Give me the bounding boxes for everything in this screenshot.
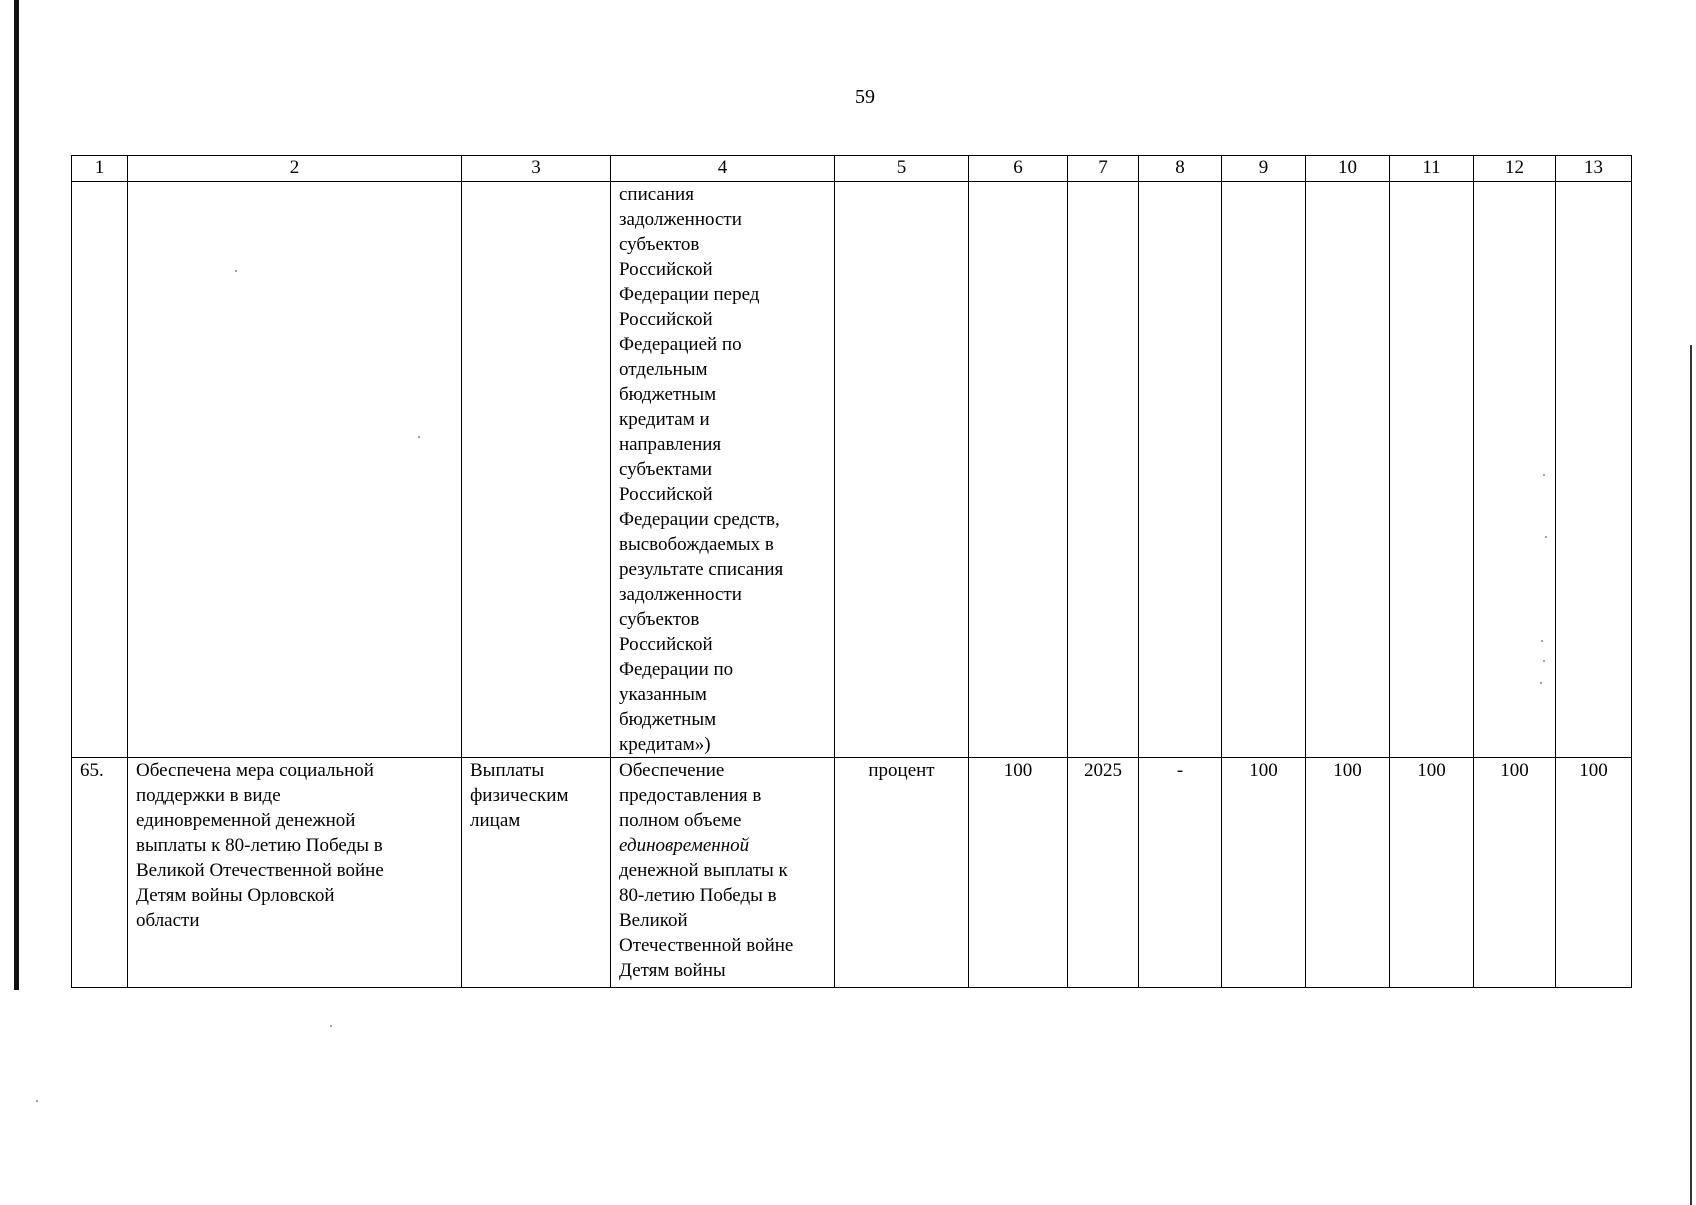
table-cell: [72, 182, 128, 758]
column-header: 5: [835, 156, 969, 182]
column-header: 11: [1390, 156, 1474, 182]
scan-right-edge: [1690, 345, 1692, 1205]
scan-speck: [36, 1100, 38, 1102]
column-header: 7: [1068, 156, 1139, 182]
table-header-row: [72, 156, 1632, 182]
result-cell: Обеспечена мера социальной поддержки в виде единовременной денежной выплаты к 80-летию Победы в Великой Отечественной войне Детям войны Орловской области: [128, 758, 462, 988]
column-header: 4: [611, 156, 835, 182]
column-header: 2: [128, 156, 462, 182]
column-header: 3: [462, 156, 611, 182]
row-number-cell: 65.: [72, 758, 128, 988]
description-part-3: денежной выплаты к 80-летию Победы в Великой Отечественной войне Детям войны: [619, 860, 794, 981]
col10-cell: 100: [1306, 758, 1390, 988]
indicators-table: [71, 155, 1632, 988]
table-row-65: [72, 758, 1632, 988]
column-header: 13: [1556, 156, 1632, 182]
base-year-cell: 2025: [1068, 758, 1139, 988]
description-part-1: Обеспечение предоставления в полном объеме: [619, 760, 762, 831]
base-value-cell: 100: [969, 758, 1068, 988]
table-cell: [1139, 182, 1222, 758]
column-header: 12: [1474, 156, 1556, 182]
page-number: 59: [855, 86, 875, 108]
col13-cell: 100: [1556, 758, 1632, 988]
col8-cell: -: [1139, 758, 1222, 988]
scan-left-edge: [14, 0, 19, 990]
column-header: 10: [1306, 156, 1390, 182]
col11-cell: 100: [1390, 758, 1474, 988]
table-cell: [1222, 182, 1306, 758]
table-cell: [1306, 182, 1390, 758]
description-cell: [611, 758, 835, 988]
table-cell: [1390, 182, 1474, 758]
table-cell: [128, 182, 462, 758]
column-header: 6: [969, 156, 1068, 182]
table-cell: [1556, 182, 1632, 758]
description-part-italic: единовременной: [619, 835, 750, 856]
table-cell: [1068, 182, 1139, 758]
table-cell: [462, 182, 611, 758]
table-cell: [1474, 182, 1556, 758]
table-cell: [835, 182, 969, 758]
table-cell: [969, 182, 1068, 758]
column-header: 9: [1222, 156, 1306, 182]
column-header: 1: [72, 156, 128, 182]
column-header: 8: [1139, 156, 1222, 182]
table-row-continuation: [72, 182, 1632, 758]
col9-cell: 100: [1222, 758, 1306, 988]
unit-cell: процент: [835, 758, 969, 988]
continuation-description-cell: списания задолженности субъектов Российской Федерации перед Российской Федерацией по отдельным бюджетным кредитам и направления субъектами Российской Федерации средств, высвобождаемых в результате списания задолженности субъектов Российской Федерации по указанным бюджетным кредитам»): [611, 182, 835, 758]
scan-speck: [330, 1025, 332, 1027]
type-cell: Выплаты физическим лицам: [462, 758, 611, 988]
col12-cell: 100: [1474, 758, 1556, 988]
